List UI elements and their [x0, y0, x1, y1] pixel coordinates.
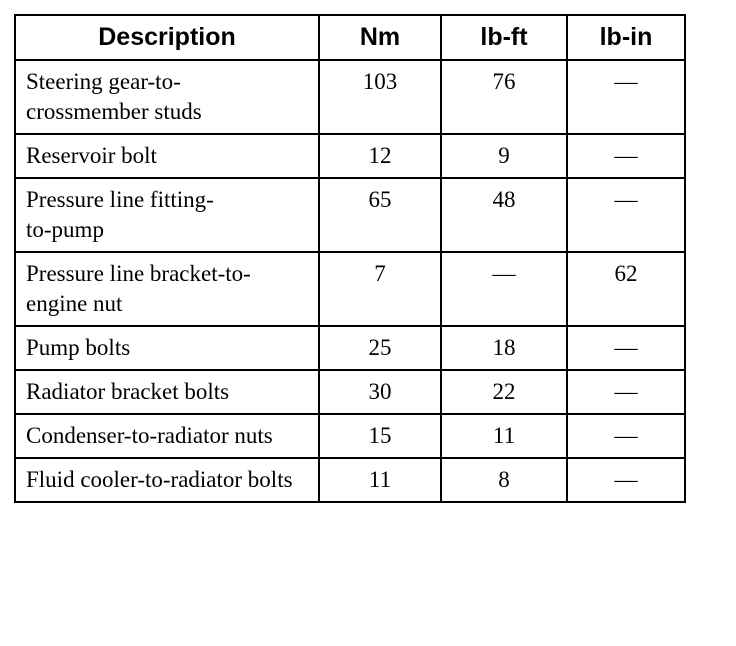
lb-in-cell: — [567, 60, 685, 134]
header-nm: Nm [319, 15, 441, 60]
lb-in-cell: — [567, 134, 685, 178]
description-cell: Radiator bracket bolts [15, 370, 319, 414]
table-row [15, 134, 685, 178]
header-lb-in: lb-in [567, 15, 685, 60]
nm-cell: 25 [319, 326, 441, 370]
description-cell: Pump bolts [15, 326, 319, 370]
description-cell: Pressure line fitting-to-pump [15, 178, 319, 252]
lb-ft-cell: 22 [441, 370, 567, 414]
nm-cell: 15 [319, 414, 441, 458]
description-cell: Pressure line bracket-to-engine nut [15, 252, 319, 326]
header-row [15, 15, 685, 60]
lb-in-cell: — [567, 178, 685, 252]
lb-in-cell: 62 [567, 252, 685, 326]
description-cell: Reservoir bolt [15, 134, 319, 178]
lb-ft-cell: 18 [441, 326, 567, 370]
lb-ft-cell: 48 [441, 178, 567, 252]
lb-ft-cell: 11 [441, 414, 567, 458]
table-row [15, 252, 685, 326]
torque-spec-table [14, 14, 686, 503]
table-row [15, 326, 685, 370]
nm-cell: 12 [319, 134, 441, 178]
lb-ft-cell: 9 [441, 134, 567, 178]
nm-cell: 103 [319, 60, 441, 134]
table-row [15, 414, 685, 458]
description-cell: Steering gear-to-crossmember studs [15, 60, 319, 134]
nm-cell: 7 [319, 252, 441, 326]
lb-ft-cell: 8 [441, 458, 567, 502]
lb-ft-cell: 76 [441, 60, 567, 134]
lb-in-cell: — [567, 458, 685, 502]
description-cell: Fluid cooler-to-radiator bolts [15, 458, 319, 502]
lb-in-cell: — [567, 414, 685, 458]
nm-cell: 30 [319, 370, 441, 414]
lb-ft-cell: — [441, 252, 567, 326]
lb-in-cell: — [567, 370, 685, 414]
nm-cell: 11 [319, 458, 441, 502]
lb-in-cell: — [567, 326, 685, 370]
description-cell: Condenser-to-radiator nuts [15, 414, 319, 458]
header-description: Description [15, 15, 319, 60]
header-lb-ft: lb-ft [441, 15, 567, 60]
table-row [15, 458, 685, 502]
table-row [15, 178, 685, 252]
table-row [15, 370, 685, 414]
table-row [15, 60, 685, 134]
nm-cell: 65 [319, 178, 441, 252]
